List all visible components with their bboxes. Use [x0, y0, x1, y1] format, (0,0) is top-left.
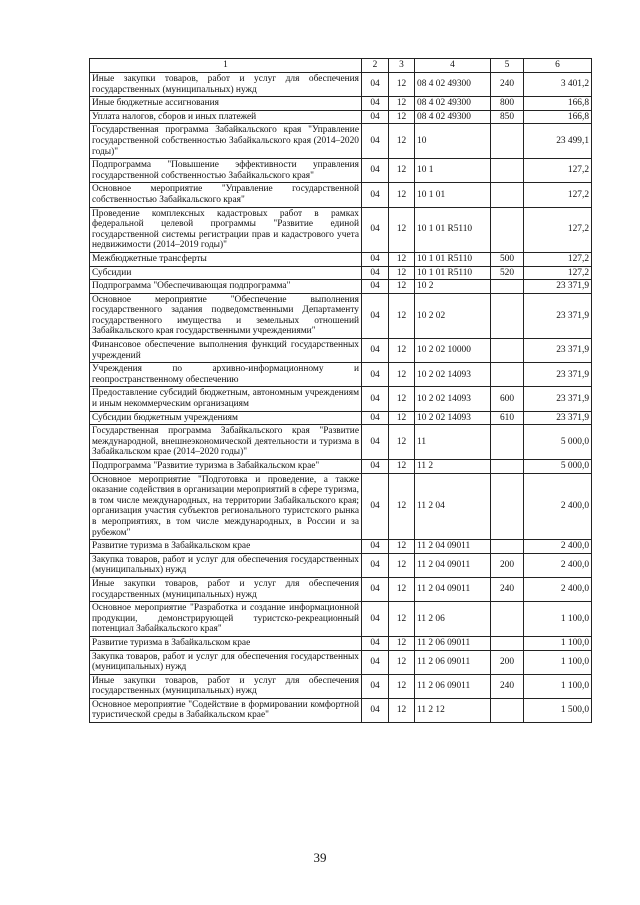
amount-cell: 3 401,2: [524, 73, 592, 97]
row-name-cell: Основное мероприятие "Подготовка и проведение, а также оказание содействия в организации мероприятий в сфере туризма, в том числе международных, на территории Забайкальского края; организация участия субъектов регионального туристского рынка в мероприятиях, в том числе международных, в России и за рубежом": [90, 473, 362, 540]
amount-cell: 23 499,1: [524, 124, 592, 159]
amount-cell: 127,2: [524, 207, 592, 252]
row-name-cell: Основное мероприятие "Содействие в формировании комфортной туристической среды в Забайкальском крае": [90, 698, 362, 722]
subsection-code-cell: 12: [389, 266, 415, 280]
expense-type-cell: [491, 636, 524, 650]
expense-type-cell: [491, 339, 524, 363]
target-article-cell: 11 2 04: [415, 473, 491, 540]
row-name-cell: Основное мероприятие "Обеспечение выполнения государственного задания подведомственными Департаменту государственного имущества и земельных отношений Забайкальского края государственными учреждениями": [90, 293, 362, 338]
target-article-cell: 10 2 02 14093: [415, 363, 491, 387]
row-name-cell: Развитие туризма в Забайкальском крае: [90, 540, 362, 554]
subsection-code-cell: 12: [389, 674, 415, 698]
expense-type-cell: [491, 698, 524, 722]
table-row: [90, 387, 592, 411]
row-name-cell: Проведение комплексных кадастровых работ в рамках федеральной целевой программы "Развитие единой государственной системы регистрации прав и кадастрового учета недвижимости (2014–2019 годы)": [90, 207, 362, 252]
target-article-cell: 11 2 06 09011: [415, 674, 491, 698]
section-code-cell: 04: [362, 460, 389, 474]
section-code-cell: 04: [362, 159, 389, 183]
table-row: [90, 252, 592, 266]
subsection-code-cell: 12: [389, 293, 415, 338]
expense-type-cell: 200: [491, 553, 524, 577]
subsection-code-cell: 12: [389, 636, 415, 650]
amount-cell: 5 000,0: [524, 425, 592, 460]
amount-cell: 5 000,0: [524, 460, 592, 474]
amount-cell: 1 500,0: [524, 698, 592, 722]
table-row: [90, 473, 592, 540]
target-article-cell: 11 2 06 09011: [415, 650, 491, 674]
target-article-cell: 11 2 12: [415, 698, 491, 722]
column-header: 2: [362, 59, 389, 73]
amount-cell: 1 100,0: [524, 636, 592, 650]
page-number: 39: [313, 850, 327, 865]
expense-type-cell: 200: [491, 650, 524, 674]
table-row: [90, 553, 592, 577]
expense-type-cell: 240: [491, 577, 524, 601]
amount-cell: 127,2: [524, 266, 592, 280]
section-code-cell: 04: [362, 540, 389, 554]
row-name-cell: Межбюджетные трансферты: [90, 252, 362, 266]
section-code-cell: 04: [362, 110, 389, 124]
column-header: 6: [524, 59, 592, 73]
subsection-code-cell: 12: [389, 207, 415, 252]
subsection-code-cell: 12: [389, 387, 415, 411]
budget-table: [89, 58, 592, 723]
column-header: 3: [389, 59, 415, 73]
table-row: [90, 636, 592, 650]
expense-type-cell: [491, 124, 524, 159]
amount-cell: 23 371,9: [524, 363, 592, 387]
target-article-cell: 08 4 02 49300: [415, 110, 491, 124]
row-name-cell: Иные закупки товаров, работ и услуг для обеспечения государственных (муниципальных) нужд: [90, 674, 362, 698]
target-article-cell: 10 2 02 10000: [415, 339, 491, 363]
expense-type-cell: [491, 425, 524, 460]
expense-type-cell: 500: [491, 252, 524, 266]
expense-type-cell: [491, 460, 524, 474]
table-row: [90, 207, 592, 252]
amount-cell: 1 100,0: [524, 602, 592, 637]
row-name-cell: Субсидии бюджетным учреждениям: [90, 411, 362, 425]
expense-type-cell: 240: [491, 674, 524, 698]
subsection-code-cell: 12: [389, 97, 415, 111]
expense-type-cell: 240: [491, 73, 524, 97]
row-name-cell: Предоставление субсидий бюджетным, автономным учреждениям и иным некоммерческим организациям: [90, 387, 362, 411]
amount-cell: 166,8: [524, 110, 592, 124]
table-row: [90, 110, 592, 124]
amount-cell: 1 100,0: [524, 650, 592, 674]
subsection-code-cell: 12: [389, 411, 415, 425]
amount-cell: 2 400,0: [524, 540, 592, 554]
section-code-cell: 04: [362, 553, 389, 577]
section-code-cell: 04: [362, 411, 389, 425]
target-article-cell: 10 2 02 14093: [415, 387, 491, 411]
row-name-cell: Подпрограмма "Повышение эффективности управления государственной собственностью Забайкальского края": [90, 159, 362, 183]
row-name-cell: Иные закупки товаров, работ и услуг для обеспечения государственных (муниципальных) нужд: [90, 577, 362, 601]
subsection-code-cell: 12: [389, 425, 415, 460]
target-article-cell: 11 2 04 09011: [415, 577, 491, 601]
target-article-cell: 10 1 01 R5110: [415, 252, 491, 266]
table-row: [90, 425, 592, 460]
target-article-cell: 08 4 02 49300: [415, 97, 491, 111]
target-article-cell: 10 1 01: [415, 183, 491, 207]
amount-cell: 127,2: [524, 159, 592, 183]
table-row: [90, 266, 592, 280]
table-row: [90, 698, 592, 722]
table-row: [90, 293, 592, 338]
subsection-code-cell: 12: [389, 553, 415, 577]
row-name-cell: Учреждения по архивно-информационному и геопространственному обеспечению: [90, 363, 362, 387]
target-article-cell: 11 2 06 09011: [415, 636, 491, 650]
target-article-cell: 10 2 02 14093: [415, 411, 491, 425]
amount-cell: 166,8: [524, 97, 592, 111]
section-code-cell: 04: [362, 698, 389, 722]
amount-cell: 2 400,0: [524, 473, 592, 540]
section-code-cell: 04: [362, 339, 389, 363]
expense-type-cell: [491, 207, 524, 252]
row-name-cell: Основное мероприятие "Управление государственной собственностью Забайкальского края": [90, 183, 362, 207]
table-row: [90, 159, 592, 183]
row-name-cell: Государственная программа Забайкальского края "Управление государственной собственностью Забайкальского края (2014–2020 годы)": [90, 124, 362, 159]
subsection-code-cell: 12: [389, 252, 415, 266]
row-name-cell: Иные бюджетные ассигнования: [90, 97, 362, 111]
amount-cell: 23 371,9: [524, 280, 592, 294]
section-code-cell: 04: [362, 252, 389, 266]
target-article-cell: 10: [415, 124, 491, 159]
column-header: 5: [491, 59, 524, 73]
amount-cell: 23 371,9: [524, 411, 592, 425]
subsection-code-cell: 12: [389, 577, 415, 601]
target-article-cell: 10 1: [415, 159, 491, 183]
target-article-cell: 11: [415, 425, 491, 460]
row-name-cell: Развитие туризма в Забайкальском крае: [90, 636, 362, 650]
target-article-cell: 10 1 01 R5110: [415, 207, 491, 252]
section-code-cell: 04: [362, 650, 389, 674]
section-code-cell: 04: [362, 124, 389, 159]
section-code-cell: 04: [362, 97, 389, 111]
row-name-cell: Финансовое обеспечение выполнения функций государственных учреждений: [90, 339, 362, 363]
table-row: [90, 650, 592, 674]
section-code-cell: 04: [362, 602, 389, 637]
expense-type-cell: [491, 602, 524, 637]
target-article-cell: 10 1 01 R5110: [415, 266, 491, 280]
expense-type-cell: [491, 540, 524, 554]
subsection-code-cell: 12: [389, 460, 415, 474]
subsection-code-cell: 12: [389, 363, 415, 387]
subsection-code-cell: 12: [389, 280, 415, 294]
section-code-cell: 04: [362, 674, 389, 698]
amount-cell: 23 371,9: [524, 293, 592, 338]
table-row: [90, 460, 592, 474]
row-name-cell: Иные закупки товаров, работ и услуг для обеспечения государственных (муниципальных) нужд: [90, 73, 362, 97]
section-code-cell: 04: [362, 207, 389, 252]
section-code-cell: 04: [362, 73, 389, 97]
table-row: [90, 602, 592, 637]
subsection-code-cell: 12: [389, 124, 415, 159]
table-row: [90, 124, 592, 159]
subsection-code-cell: 12: [389, 650, 415, 674]
row-name-cell: Закупка товаров, работ и услуг для обеспечения государственных (муниципальных) нужд: [90, 553, 362, 577]
row-name-cell: Подпрограмма "Обеспечивающая подпрограмма": [90, 280, 362, 294]
expense-type-cell: [491, 280, 524, 294]
table-row: [90, 339, 592, 363]
table-row: [90, 363, 592, 387]
expense-type-cell: [491, 473, 524, 540]
table-row: [90, 411, 592, 425]
column-header: 4: [415, 59, 491, 73]
expense-type-cell: 850: [491, 110, 524, 124]
row-name-cell: Основное мероприятие "Разработка и создание информационной продукции, демонстрирующей туристско-рекреационный потенциал Забайкальского края": [90, 602, 362, 637]
expense-type-cell: 800: [491, 97, 524, 111]
section-code-cell: 04: [362, 577, 389, 601]
subsection-code-cell: 12: [389, 473, 415, 540]
table-row: [90, 183, 592, 207]
subsection-code-cell: 12: [389, 73, 415, 97]
table-header-row: [90, 59, 592, 73]
row-name-cell: Уплата налогов, сборов и иных платежей: [90, 110, 362, 124]
amount-cell: 2 400,0: [524, 553, 592, 577]
row-name-cell: Подпрограмма "Развитие туризма в Забайкальском крае": [90, 460, 362, 474]
amount-cell: 1 100,0: [524, 674, 592, 698]
section-code-cell: 04: [362, 473, 389, 540]
amount-cell: 23 371,9: [524, 339, 592, 363]
table-row: [90, 97, 592, 111]
section-code-cell: 04: [362, 363, 389, 387]
expense-type-cell: [491, 293, 524, 338]
table-row: [90, 280, 592, 294]
section-code-cell: 04: [362, 636, 389, 650]
subsection-code-cell: 12: [389, 110, 415, 124]
expense-type-cell: 520: [491, 266, 524, 280]
section-code-cell: 04: [362, 266, 389, 280]
expense-type-cell: 600: [491, 387, 524, 411]
target-article-cell: 11 2 04 09011: [415, 540, 491, 554]
table-row: [90, 577, 592, 601]
subsection-code-cell: 12: [389, 698, 415, 722]
target-article-cell: 11 2 04 09011: [415, 553, 491, 577]
expense-type-cell: [491, 183, 524, 207]
expense-type-cell: [491, 159, 524, 183]
subsection-code-cell: 12: [389, 159, 415, 183]
expense-type-cell: [491, 363, 524, 387]
section-code-cell: 04: [362, 293, 389, 338]
table-row: [90, 73, 592, 97]
row-name-cell: Закупка товаров, работ и услуг для обеспечения государственных (муниципальных) нужд: [90, 650, 362, 674]
expense-type-cell: 610: [491, 411, 524, 425]
target-article-cell: 08 4 02 49300: [415, 73, 491, 97]
table-body: [90, 73, 592, 723]
amount-cell: 127,2: [524, 183, 592, 207]
target-article-cell: 11 2 06: [415, 602, 491, 637]
row-name-cell: Субсидии: [90, 266, 362, 280]
subsection-code-cell: 12: [389, 602, 415, 637]
table-row: [90, 540, 592, 554]
subsection-code-cell: 12: [389, 339, 415, 363]
amount-cell: 23 371,9: [524, 387, 592, 411]
section-code-cell: 04: [362, 280, 389, 294]
table-row: [90, 674, 592, 698]
subsection-code-cell: 12: [389, 183, 415, 207]
row-name-cell: Государственная программа Забайкальского края "Развитие международной, внешнеэкономической деятельности и туризма в Забайкальском крае (2014–2020 годы)": [90, 425, 362, 460]
section-code-cell: 04: [362, 387, 389, 411]
amount-cell: 127,2: [524, 252, 592, 266]
column-header: 1: [90, 59, 362, 73]
subsection-code-cell: 12: [389, 540, 415, 554]
amount-cell: 2 400,0: [524, 577, 592, 601]
target-article-cell: 10 2 02: [415, 293, 491, 338]
target-article-cell: 11 2: [415, 460, 491, 474]
section-code-cell: 04: [362, 425, 389, 460]
target-article-cell: 10 2: [415, 280, 491, 294]
section-code-cell: 04: [362, 183, 389, 207]
